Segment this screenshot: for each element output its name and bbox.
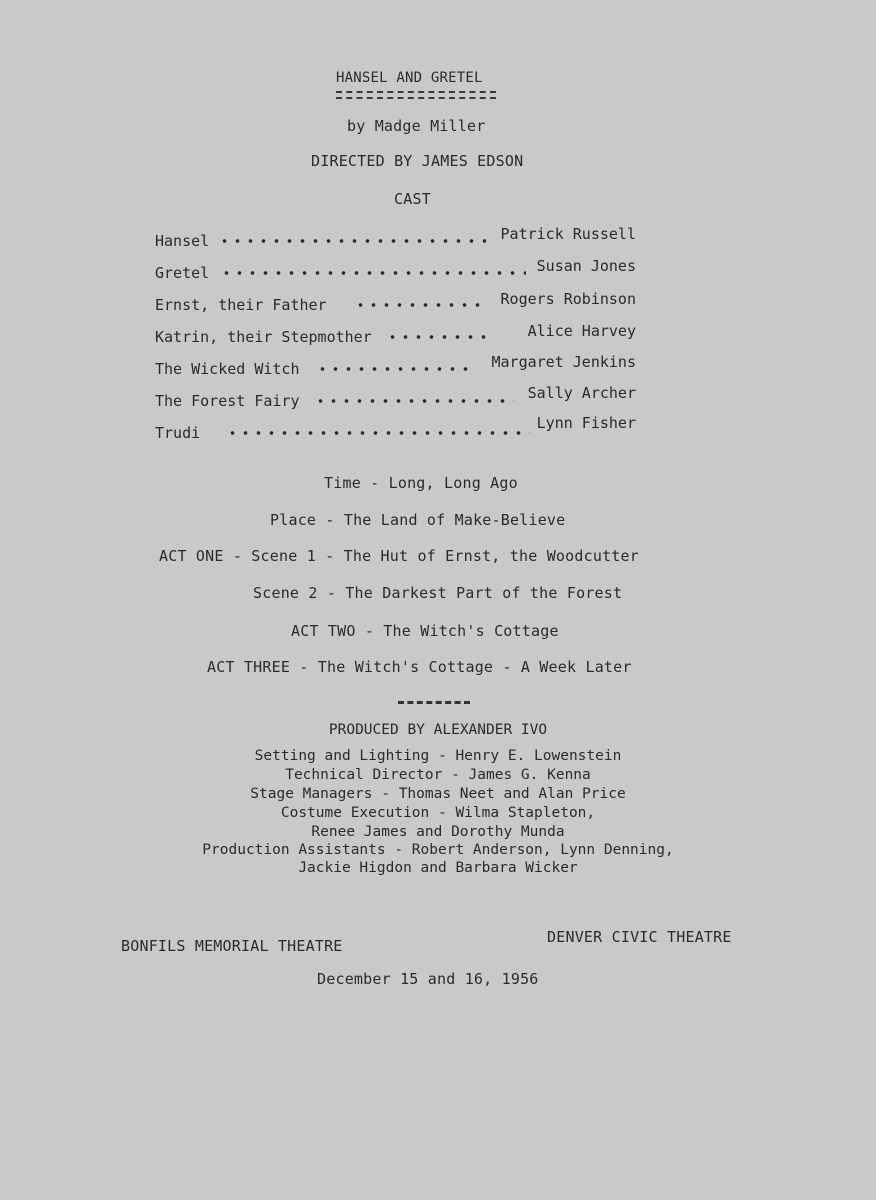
credit-line: Jackie Higdon and Barbara Wicker — [298, 860, 578, 876]
cast-role: The Wicked Witch — [155, 360, 300, 378]
credit-line: Production Assistants - Robert Anderson, Lynn Denning, — [202, 842, 674, 858]
venue-left: BONFILS MEMORIAL THEATRE — [121, 937, 343, 955]
producer-line: PRODUCED BY ALEXANDER IVO — [328, 722, 548, 738]
credit-line: Stage Managers - Thomas Neet and Alan Price — [250, 786, 626, 802]
cast-role: Gretel — [155, 264, 210, 282]
title-underline — [336, 91, 496, 93]
cast-actor: Sally Archer — [527, 384, 636, 402]
cast-role: Trudi — [155, 424, 201, 442]
credit-line: Costume Execution - Wilma Stapleton, — [280, 805, 596, 821]
cast-role: The Forest Fairy — [155, 392, 300, 410]
place-line: Place - The Land of Make-Believe — [270, 511, 566, 529]
section-divider — [398, 701, 470, 704]
cast-actor: Lynn Fisher — [536, 414, 636, 432]
act-two-line: ACT TWO - The Witch's Cottage — [291, 622, 559, 640]
cast-role: Ernst, their Father — [155, 296, 327, 314]
cast-actor: Alice Harvey — [527, 322, 636, 340]
cast-actor: Susan Jones — [536, 257, 636, 275]
performance-dates: December 15 and 16, 1956 — [317, 970, 539, 988]
credit-line: Technical Director - James G. Kenna — [285, 767, 591, 783]
play-title: HANSEL AND GRETEL — [336, 70, 483, 86]
venue-right: DENVER CIVIC THEATRE — [547, 928, 732, 946]
leader-dots — [220, 270, 526, 276]
credit-line: Setting and Lighting - Henry E. Lowenstein — [254, 748, 622, 764]
time-line: Time - Long, Long Ago — [324, 474, 518, 492]
leader-dots — [316, 366, 472, 372]
cast-actor: Rogers Robinson — [500, 290, 636, 308]
cast-role: Hansel — [155, 232, 210, 250]
cast-heading: CAST — [394, 190, 431, 208]
leader-dots — [386, 334, 492, 340]
cast-actor: Margaret Jenkins — [491, 353, 636, 371]
act-three-line: ACT THREE - The Witch's Cottage - A Week Later — [207, 658, 632, 676]
leader-dots — [354, 302, 488, 308]
credit-line: Renee James and Dorothy Munda — [311, 824, 565, 840]
leader-dots — [226, 430, 530, 436]
cast-actor: Patrick Russell — [500, 225, 636, 243]
author-line: by Madge Miller — [347, 117, 486, 135]
leader-dots — [218, 238, 486, 244]
cast-role: Katrin, their Stepmother — [155, 328, 372, 346]
director-line: DIRECTED BY JAMES EDSON — [311, 152, 524, 170]
leader-dots — [314, 398, 514, 404]
act-one-scene-1: ACT ONE - Scene 1 - The Hut of Ernst, the Woodcutter — [159, 547, 639, 565]
act-one-scene-2: Scene 2 - The Darkest Part of the Forest — [253, 584, 623, 602]
title-underline-2 — [336, 97, 496, 99]
